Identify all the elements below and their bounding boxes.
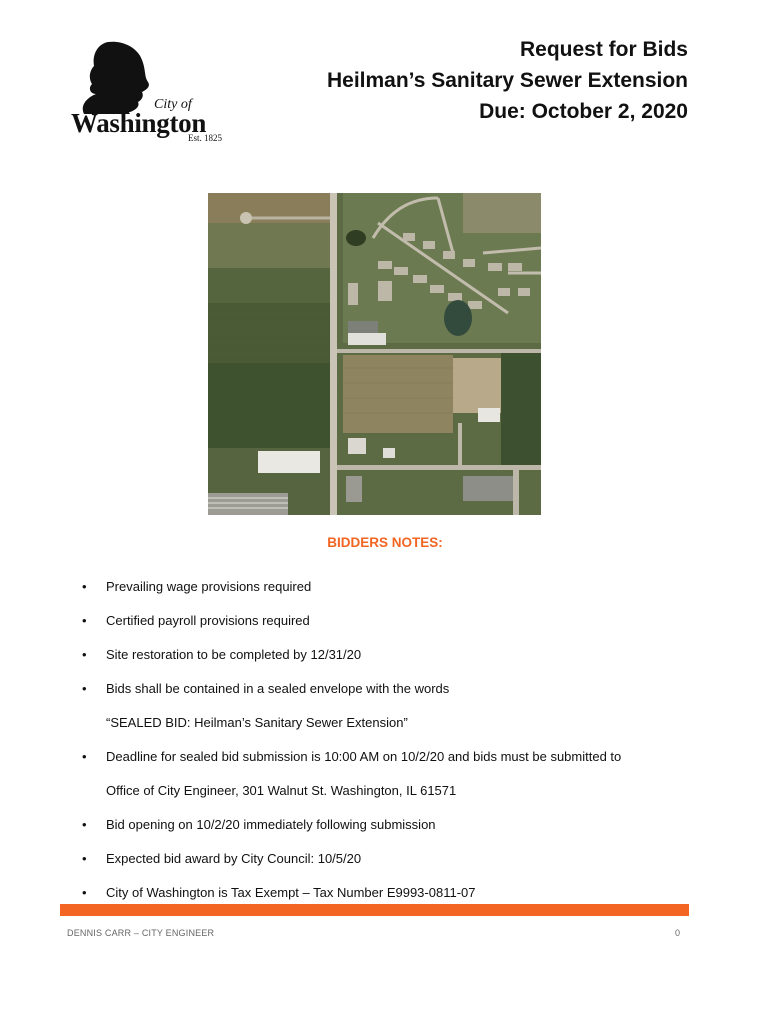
list-item: [82, 570, 702, 604]
list-item-continuation: [82, 774, 702, 808]
list-item: [82, 842, 702, 876]
bullet-icon: •: [82, 851, 87, 866]
list-item: [82, 808, 702, 842]
title-line-2: Heilman’s Sanitary Sewer Extension: [326, 69, 688, 92]
note-text: “SEALED BID: Heilman’s Sanitary Sewer Extension”: [106, 715, 408, 730]
note-text: Bid opening on 10/2/20 immediately following submission: [106, 817, 436, 832]
logo-city-of: City of: [154, 97, 192, 112]
note-text: Deadline for sealed bid submission is 10:00 AM on 10/2/20 and bids must be submitted to: [106, 749, 622, 764]
bullet-icon: •: [82, 885, 87, 900]
bidders-notes-heading: BIDDERS NOTES:: [327, 535, 443, 550]
city-logo: [68, 40, 228, 144]
title-line-3: Due: October 2, 2020: [479, 100, 688, 123]
note-text: Office of City Engineer, 301 Walnut St. Washington, IL 61571: [106, 783, 457, 798]
title-line-1: Request for Bids: [519, 38, 688, 61]
note-text: Site restoration to be completed by 12/31/20: [106, 647, 362, 662]
note-text: Expected bid award by City Council: 10/5/20: [106, 851, 362, 866]
logo-established: Est. 1825: [188, 133, 223, 143]
bullet-icon: •: [82, 579, 87, 594]
footer-author: DENNIS CARR – CITY ENGINEER: [67, 928, 215, 938]
note-text: Certified payroll provisions required: [106, 613, 310, 628]
note-text: City of Washington is Tax Exempt – Tax Number E9993-0811-07: [106, 885, 476, 900]
bullet-icon: •: [82, 749, 87, 764]
note-text: Bids shall be contained in a sealed envelope with the words: [106, 681, 450, 696]
bullet-icon: •: [82, 681, 87, 696]
page-number: 0: [675, 928, 681, 938]
aerial-site-photo: [208, 193, 541, 515]
bullet-icon: •: [82, 613, 87, 628]
bidders-notes-list: [82, 570, 702, 910]
list-item: [82, 740, 702, 774]
note-text: Prevailing wage provisions required: [106, 579, 312, 594]
list-item: [82, 672, 702, 706]
bullet-icon: •: [82, 817, 87, 832]
title-block: [327, 34, 688, 127]
list-item-continuation: [82, 706, 702, 740]
list-item: [82, 604, 702, 638]
footer-divider: [60, 904, 689, 916]
bullet-icon: •: [82, 647, 87, 662]
logo-name: Washington: [71, 108, 207, 138]
list-item: [82, 638, 702, 672]
